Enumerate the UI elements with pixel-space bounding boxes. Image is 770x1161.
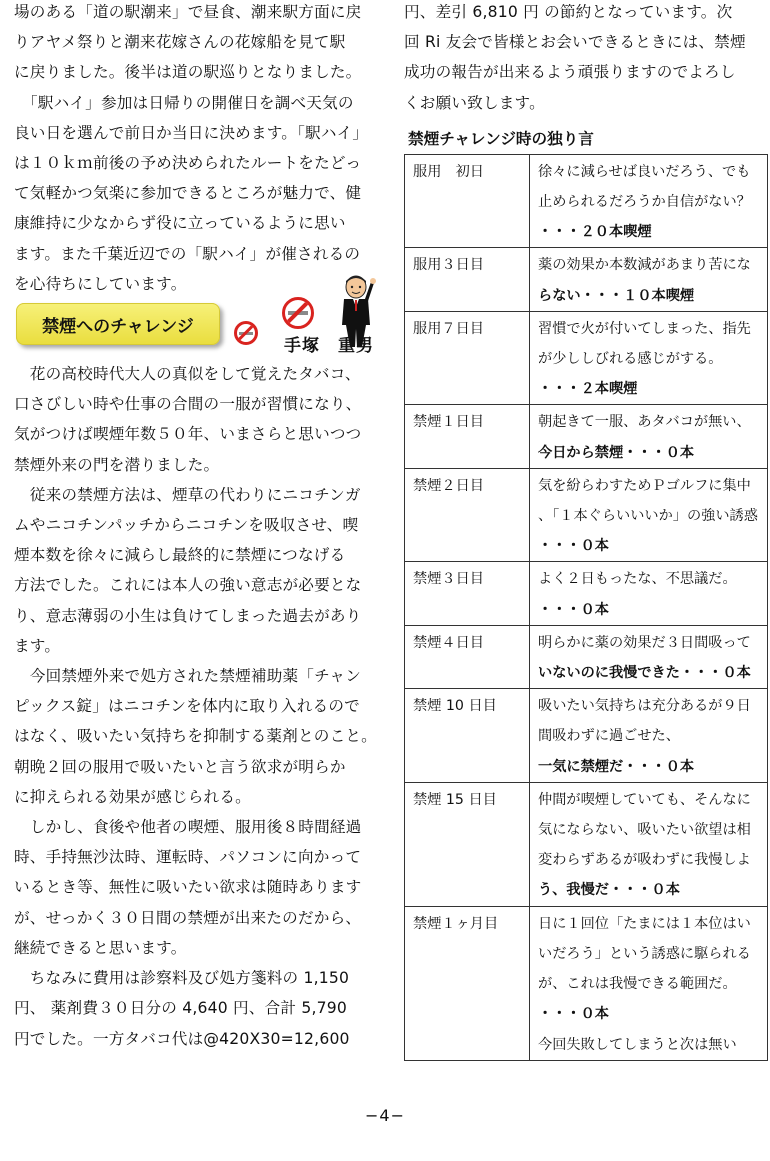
- text-line: 今回禁煙外来で処方された禁煙補助薬「チャン: [14, 667, 361, 686]
- log-note-line: 習慣で火が付いてしまった、指先: [538, 320, 751, 337]
- text-line: りアヤメ祭りと潮来花嫁さんの花嫁船を見て駅: [14, 33, 346, 52]
- no-smoking-icon: [234, 321, 258, 345]
- text-line: 口さびしい時や仕事の合間の一服が習慣になり、: [14, 395, 362, 414]
- table-row: [405, 154, 768, 248]
- log-day-cell: 禁煙 10 日目: [405, 689, 530, 783]
- log-note-cell: [530, 405, 768, 468]
- log-note-line: よく２日もったな、不思議だ。: [538, 571, 737, 588]
- text-line: に抑えられる効果が感じられる。: [14, 787, 251, 806]
- text-line: 康維持に少なからず役に立っているように思い: [14, 214, 346, 233]
- text-line: 方法でした。これには本人の強い意志が必要とな: [14, 576, 362, 595]
- log-note-line: 朝起きて一服、あタバコが無い、: [538, 414, 751, 431]
- however-paragraph: [14, 812, 386, 963]
- log-note-line: 変わらずあるが吸わずに我慢しよ: [538, 852, 751, 869]
- log-note-line: いだろう」という誘惑に駆られる: [538, 945, 751, 962]
- log-note-line: が、これは我慢できる範囲だ。: [538, 976, 737, 993]
- text-line: り、意志薄弱の小生は負けてしまった過去があり: [14, 606, 362, 625]
- section-header: [14, 297, 386, 381]
- text-line: ピックス錠」はニコチンを体内に取り入れるので: [14, 697, 360, 716]
- table-row: [405, 782, 768, 906]
- log-note-cell: [530, 311, 768, 405]
- section-title-banner: [16, 303, 220, 345]
- log-note-cell: [530, 154, 768, 248]
- log-note-line: ・・・２０本喫煙: [538, 224, 652, 241]
- log-note-line: 間吸わずに過ごせた、: [538, 728, 680, 745]
- log-note-line: ・・・０本: [538, 538, 609, 555]
- table-row: [405, 625, 768, 688]
- log-note-line: ・・・０本: [538, 601, 609, 618]
- log-day-cell: 服用３日目: [405, 248, 530, 311]
- table-row: [405, 405, 768, 468]
- log-note-line: 薬の効果か本数減があまり苦にな: [538, 257, 751, 274]
- table-row: [405, 906, 768, 1060]
- log-day-cell: 禁煙１日目: [405, 405, 530, 468]
- log-day-cell: 服用 初日: [405, 154, 530, 248]
- text-line: ます。また千葉近辺での「駅ハイ」が催されるの: [14, 244, 361, 263]
- log-note-line: 一気に禁煙だ・・・０本: [538, 758, 695, 775]
- text-line: に戻りました。後半は道の駅巡りとなりました。: [14, 63, 362, 82]
- table-row: [405, 311, 768, 405]
- log-note-cell: [530, 625, 768, 688]
- log-note-line: ・・・２本喫煙: [538, 381, 638, 398]
- continuation-paragraph: [404, 0, 766, 118]
- log-day-cell: 禁煙４日目: [405, 625, 530, 688]
- log-note-line: 、「１本ぐらいいいか」の強い誘惑: [538, 508, 758, 525]
- log-note-line: 明らかに薬の効果だ３日間吸って: [538, 634, 751, 651]
- log-note-line: いないのに我慢できた・・・０本: [538, 665, 751, 682]
- log-note-line: 気を紛らわすためＰゴルフに集中: [538, 477, 751, 494]
- text-line: ムやニコチンパッチからニコチンを吸収させ、喫: [14, 516, 359, 535]
- log-note-line: 止められるだろうか自信がない？: [538, 194, 751, 211]
- table-row: [405, 562, 768, 625]
- text-line: いるとき等、無性に吸いたい欲求は随時あります: [14, 878, 362, 897]
- text-line: が、せっかく３０日間の禁煙が出来たのだから、: [14, 908, 362, 927]
- log-note-cell: [530, 562, 768, 625]
- page-number: −4−: [365, 1106, 405, 1125]
- text-line: 朝晩２回の服用で吸いたいと言う欲求が明らか: [14, 757, 346, 776]
- log-day-cell: 禁煙２日目: [405, 468, 530, 562]
- text-line: て気軽かつ気楽に参加できるところが魅力で、健: [14, 184, 362, 203]
- text-line: しかし、食後や他者の喫煙、服用後８時間経過: [14, 818, 362, 837]
- log-note-line: ・・・０本: [538, 1006, 609, 1023]
- text-line: 「駅ハイ」参加は日帰りの開催日を調べ天気の: [14, 93, 354, 112]
- text-line: 時、手持無沙汰時、運転時、パソコンに向かって: [14, 848, 362, 867]
- text-line: 禁煙外来の門を潜りました。: [14, 455, 220, 474]
- text-line: 従来の禁煙方法は、煙草の代わりにニコチンガ: [14, 485, 361, 504]
- text-line: 成功の報告が出来るよう頑張りますのでよろし: [404, 63, 736, 82]
- text-line: はなく、吸いたい気持ちを抑制する薬剤とのこと。: [14, 727, 377, 746]
- log-note-line: 吸いたい気持ちは充分あるが９日: [538, 698, 751, 715]
- right-column: [404, 0, 766, 1061]
- smoking-log-table: [404, 154, 768, 1061]
- text-line: 良い日を選んで前日か当日に決めます。「駅ハイ」: [14, 123, 369, 142]
- table-row: [405, 689, 768, 783]
- log-day-cell: 禁煙 15 日目: [405, 782, 530, 906]
- cost-paragraph: [14, 963, 386, 1054]
- log-note-cell: [530, 689, 768, 783]
- text-line: 煙本数を徐々に減らし最終的に禁煙につなげる: [14, 546, 346, 565]
- table-row: [405, 248, 768, 311]
- ekihai-paragraph: [14, 88, 386, 299]
- log-day-cell: 禁煙３日目: [405, 562, 530, 625]
- section-title: 禁煙へのチャレンジ: [42, 316, 194, 337]
- log-note-cell: [530, 248, 768, 311]
- text-line: は１０ｋｍ前後の予め決められたルートをたどっ: [14, 154, 362, 173]
- drug-paragraph: [14, 661, 386, 812]
- log-note-line: 気にならない、吸いたい欲望は相: [538, 822, 751, 839]
- text-line: 継続できると思います。: [14, 938, 187, 957]
- text-line: 円、差引 6,810 円 の節約となっています。次: [404, 3, 733, 21]
- text-line: くお願い致します。: [404, 93, 545, 112]
- log-note-cell: [530, 468, 768, 562]
- log-note-line: らない・・・１０本喫煙: [538, 287, 695, 304]
- author-name: 手塚 重男: [284, 336, 374, 357]
- log-note-cell: [530, 782, 768, 906]
- log-note-line: 日に１回位「たまには１本位はい: [538, 915, 751, 932]
- no-smoking-icon: [282, 297, 314, 329]
- text-line: 場のある「道の駅潮来」で昼食、潮来駅方面に戻: [14, 3, 362, 21]
- log-note-line: が少ししびれる感じがする。: [538, 351, 723, 368]
- log-note-line: 徐々に減らせば良いだろう、でも: [538, 163, 751, 180]
- log-day-cell: 服用７日目: [405, 311, 530, 405]
- log-note-line: 仲間が喫煙していても、そんなに: [538, 791, 751, 808]
- log-note-line: う、我慢だ・・・０本: [538, 882, 680, 899]
- text-line: 花の高校時代大人の真似をして覚えたタバコ、: [14, 365, 361, 384]
- log-day-cell: 禁煙１ヶ月目: [405, 906, 530, 1060]
- intro-paragraph: [14, 0, 386, 88]
- table-row: [405, 468, 768, 562]
- log-note-cell: [530, 906, 768, 1060]
- log-note-line: 今日から禁煙・・・０本: [538, 444, 695, 461]
- log-subheading: 禁煙チャレンジ時の独り言: [408, 129, 594, 148]
- method-paragraph: [14, 480, 386, 661]
- log-note-line: 今回失敗してしまうと次は無い: [538, 1036, 737, 1053]
- text-line: ます。: [14, 636, 61, 655]
- text-line: 気がつけば喫煙年数５０年、いまさらと思いつつ: [14, 425, 362, 444]
- text-line: 円でした。一方タバコ代は@420X30=12,600: [14, 1029, 350, 1048]
- text-line: ちなみに費用は診察料及び処方箋料の 1,150: [14, 969, 350, 988]
- text-line: 円、 薬剤費３０日分の 4,640 円、合計 5,790: [14, 999, 348, 1018]
- text-line: を心待ちにしています。: [14, 274, 187, 293]
- left-column: [14, 0, 386, 1054]
- text-line: 回 Ri 友会で皆様とお会いできるときには、禁煙: [404, 33, 746, 52]
